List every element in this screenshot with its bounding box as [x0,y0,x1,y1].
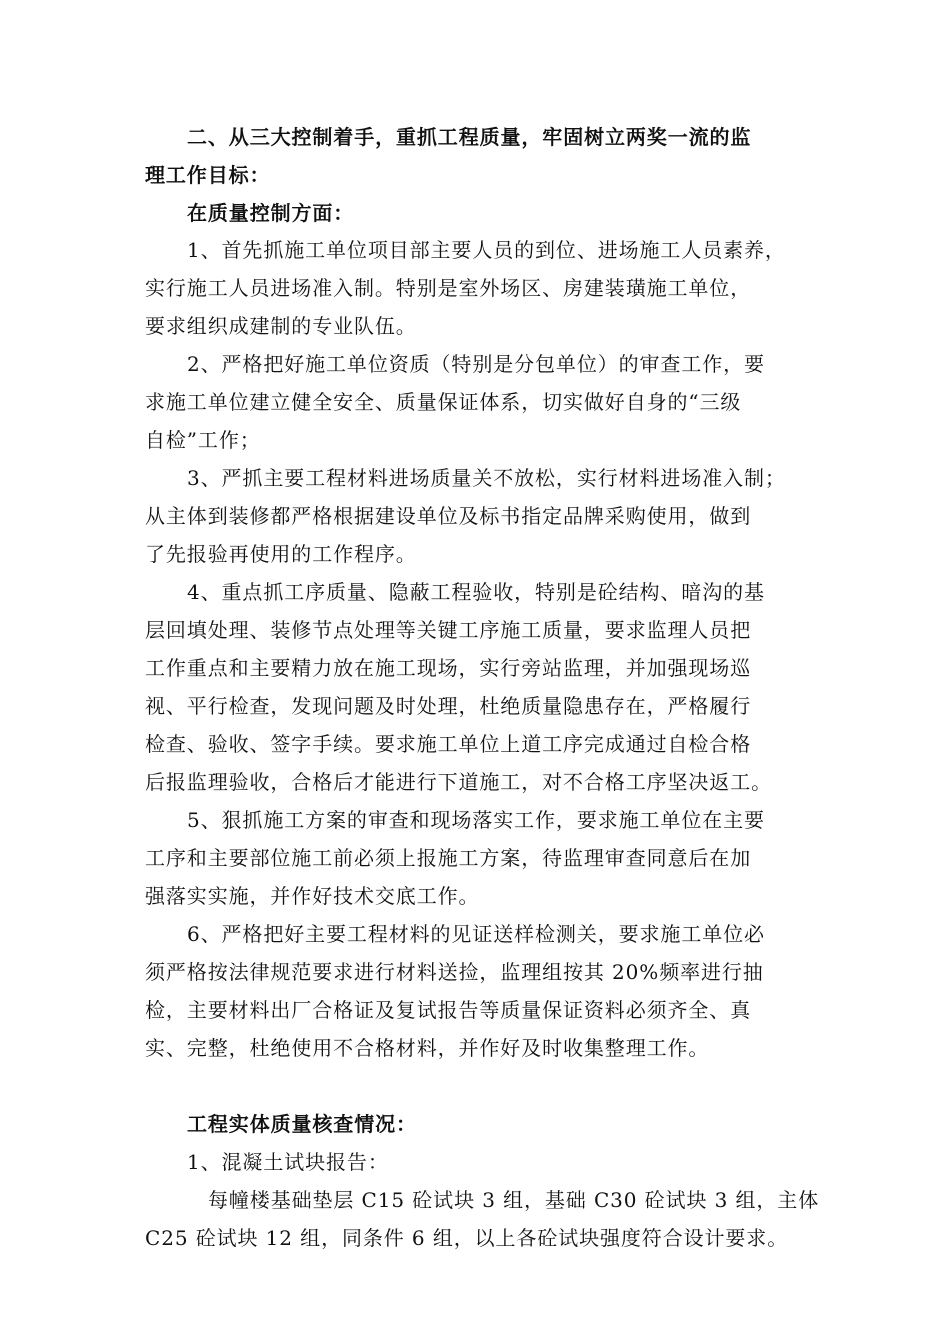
item-5-line-2: 工序和主要部位施工前必须上报施工方案，待监理审查同意后在加 [145,846,752,870]
item-3-line-1: 3、严抓主要工程材料进场质量关不放松，实行材料进场准入制； [187,466,786,490]
item-1-line-1: 1、首先抓施工单位项目部主要人员的到位、进场施工人员素养， [187,238,786,262]
item-4-line-4: 视、平行检查，发现问题及时处理，杜绝质量隐患存在，严格履行 [145,694,752,718]
subheading-quality-control: 在质量控制方面： [187,201,355,225]
section-heading-line-2: 理工作目标： [145,163,271,187]
item-1-line-3: 要求组织成建制的专业队伍。 [145,314,417,338]
item-4-line-1: 4、重点抓工序质量、隐蔽工程验收，特别是砼结构、暗沟的基 [187,580,765,604]
item-4-line-6: 后报监理验收，合格后才能进行下道施工，对不合格工序坚决返工。 [145,770,772,794]
item-3-line-3: 了先报验再使用的工作程序。 [145,542,417,566]
section2-para-line-1: 每幢楼基础垫层 C15 砼试块 3 组，基础 C30 砼试块 3 组，主体 [208,1188,820,1212]
item-5-line-3: 强落实实施，并作好技术交底工作。 [145,884,480,908]
item-6-line-4: 实、完整，杜绝使用不合格材料，并作好及时收集整理工作。 [145,1036,710,1060]
item-2-line-3: 自检”工作； [145,428,261,452]
section-heading-line-1: 二、从三大控制着手，重抓工程质量，牢固树立两奖一流的监 [187,125,752,149]
item-4-line-3: 工作重点和主要精力放在施工现场，实行旁站监理，并加强现场巡 [145,656,752,680]
section2-title: 工程实体质量核查情况： [187,1112,417,1136]
item-5-line-1: 5、狠抓施工方案的审查和现场落实工作，要求施工单位在主要 [187,808,765,832]
item-2-line-2: 求施工单位建立健全安全、质量保证体系，切实做好自身的“三级 [145,390,742,414]
item-6-line-3: 检，主要材料出厂合格证及复试报告等质量保证资料必须齐全、真 [145,998,752,1022]
item-3-line-2: 从主体到装修都严格根据建设单位及标书指定品牌采购使用，做到 [145,504,752,528]
section2-item-1: 1、混凝土试块报告： [187,1150,389,1174]
item-6-line-2: 须严格按法律规范要求进行材料送捡，监理组按其 20%频率进行抽 [145,960,764,984]
item-6-line-1: 6、严格把好主要工程材料的见证送样检测关，要求施工单位必 [187,922,765,946]
section2-para-line-2: C25 砼试块 12 组，同条件 6 组，以上各砼试块强度符合设计要求。 [145,1226,789,1250]
item-1-line-2: 实行施工人员进场准入制。特别是室外场区、房建装璜施工单位， [145,276,752,300]
item-4-line-2: 层回填处理、装修节点处理等关键工序施工质量，要求监理人员把 [145,618,752,642]
item-4-line-5: 检查、验收、签字手续。要求施工单位上道工序完成通过自检合格 [145,732,752,756]
item-2-line-1: 2、严格把好施工单位资质（特别是分包单位）的审查工作，要 [187,352,765,376]
